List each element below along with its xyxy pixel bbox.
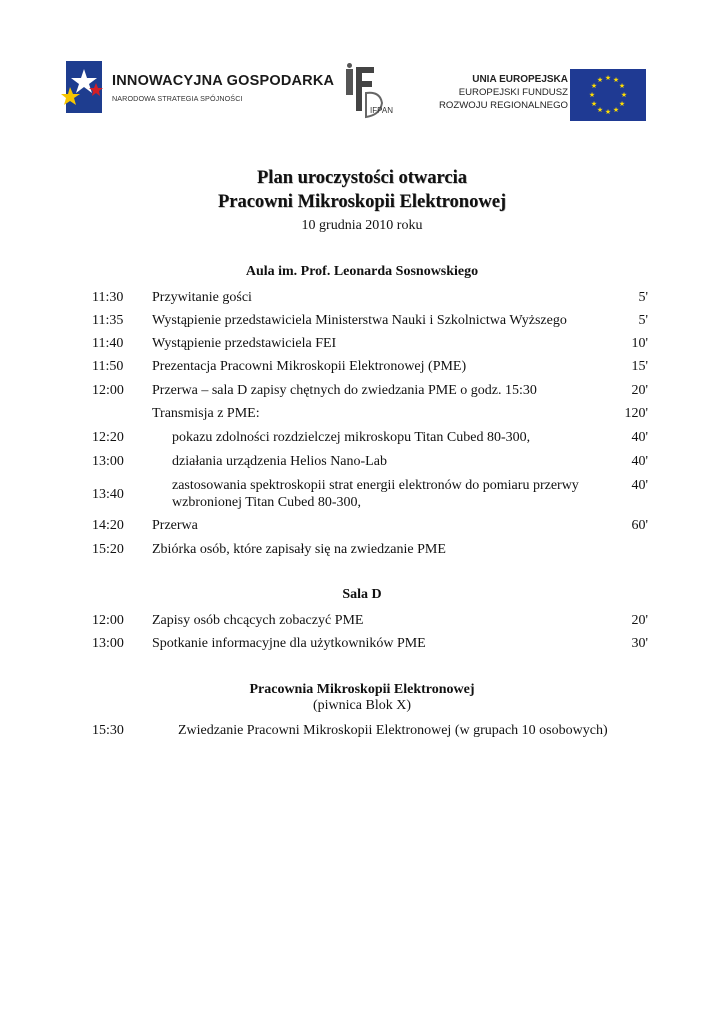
svg-text:★: ★ xyxy=(620,91,628,99)
row-time: 11:40 xyxy=(92,336,124,351)
svg-text:★: ★ xyxy=(612,106,620,114)
row-duration: 15' xyxy=(631,359,648,374)
row-time: 13:40 xyxy=(92,487,124,502)
row-duration: 40' xyxy=(631,454,648,469)
row-time: 11:30 xyxy=(92,290,124,305)
ig-star-emblem-icon xyxy=(62,61,108,117)
row-activity: Przerwa – sala D zapisy chętnych do zwiedzania PME o godz. 15:30 xyxy=(152,383,537,398)
title-line-2: Pracowni Mikroskopii Elektronowej xyxy=(217,192,507,212)
row-time: 13:00 xyxy=(92,636,124,651)
row-activity: pokazu zdolności rozdzielczej mikroskopu Titan Cubed 80-300, xyxy=(172,430,531,445)
row-activity: Przywitanie gości xyxy=(152,290,252,305)
row-duration: 40' xyxy=(631,430,648,445)
row-time: 13:00 xyxy=(92,454,124,469)
eu-logo xyxy=(440,69,650,125)
eu-logo-line3: ROZWOJU REGIONALNEGO xyxy=(439,100,568,111)
row-activity: Spotkanie informacyjne dla użytkowników PME xyxy=(152,636,426,651)
svg-text:★: ★ xyxy=(590,82,598,90)
ifpan-logo xyxy=(340,63,393,121)
section-heading-sala-d: Sala D xyxy=(342,587,382,602)
row-time: 15:30 xyxy=(92,723,124,738)
row-time: 11:35 xyxy=(92,313,124,328)
row-activity: Przerwa xyxy=(152,518,198,533)
row-activity: działania urządzenia Helios Nano-Lab xyxy=(172,454,387,469)
row-activity: Zwiedzanie Pracowni Mikroskopii Elektronowej (w grupach 10 osobowych) xyxy=(178,723,608,738)
section-heading-pme: Pracownia Mikroskopii Elektronowej xyxy=(249,682,475,697)
row-duration: 20' xyxy=(631,383,648,398)
eu-logo-line2: EUROPEJSKI FUNDUSZ xyxy=(458,87,568,98)
section-subheading-pme: (piwnica Blok X) xyxy=(313,698,411,713)
row-time: 11:50 xyxy=(92,359,124,374)
ig-logo-title: INNOWACYJNA GOSPODARKA xyxy=(112,73,335,89)
row-activity: Zbiórka osób, które zapisały się na zwiedzanie PME xyxy=(152,542,446,557)
row-duration: 20' xyxy=(631,613,648,628)
row-duration: 120' xyxy=(624,406,648,421)
ifpan-emblem-icon xyxy=(340,63,393,121)
ig-logo-subtitle: NARODOWA STRATEGIA SPÓJNOŚCI xyxy=(112,94,243,103)
row-activity: zastosowania spektroskopii strat energii elektronów do pomiaru przerwy wzbronionej Titan Cubed 80-300, xyxy=(172,478,579,510)
eu-logo-line1: UNIA EUROPEJSKA xyxy=(472,74,568,85)
svg-text:★: ★ xyxy=(588,91,596,99)
svg-text:★: ★ xyxy=(596,76,604,84)
svg-text:★: ★ xyxy=(618,82,626,90)
svg-text:★: ★ xyxy=(612,76,620,84)
row-time: 14:20 xyxy=(92,518,124,533)
row-activity: Transmisja z PME: xyxy=(152,406,260,421)
eu-flag-icon xyxy=(570,69,646,121)
row-time: 15:20 xyxy=(92,542,124,557)
row-duration: 10' xyxy=(631,336,648,351)
document-title xyxy=(0,166,724,214)
svg-text:★: ★ xyxy=(596,106,604,114)
svg-text:★: ★ xyxy=(604,108,612,116)
row-activity: Prezentacja Pracowni Mikroskopii Elektronowej (PME) xyxy=(152,359,467,374)
row-duration: 5' xyxy=(638,313,648,328)
row-duration: 60' xyxy=(631,518,648,533)
row-activity: Zapisy osób chcących zobaczyć PME xyxy=(152,613,364,628)
row-duration: 5' xyxy=(638,290,648,305)
svg-text:★: ★ xyxy=(618,100,626,108)
row-time: 12:20 xyxy=(92,430,124,445)
document-date: 10 grudnia 2010 roku xyxy=(301,218,423,233)
row-time: 12:00 xyxy=(92,613,124,628)
ifpan-logo-text: IFPAN xyxy=(370,106,393,115)
svg-text:★: ★ xyxy=(604,74,612,82)
row-duration: 40' xyxy=(631,478,648,493)
row-time: 12:00 xyxy=(92,383,124,398)
svg-text:★: ★ xyxy=(590,100,598,108)
innowacyjna-gospodarka-logo xyxy=(62,61,335,121)
row-activity: Wystąpienie przedstawiciela Ministerstwa Nauki i Szkolnictwa Wyższego xyxy=(152,313,567,328)
eu-logo-text xyxy=(439,73,568,112)
title-line-1: Plan uroczystości otwarcia xyxy=(257,168,467,188)
section-heading-aula: Aula im. Prof. Leonarda Sosnowskiego xyxy=(245,264,479,279)
row-duration: 30' xyxy=(631,636,648,651)
row-activity: Wystąpienie przedstawiciela FEI xyxy=(152,336,337,351)
logo-bar xyxy=(0,55,724,125)
